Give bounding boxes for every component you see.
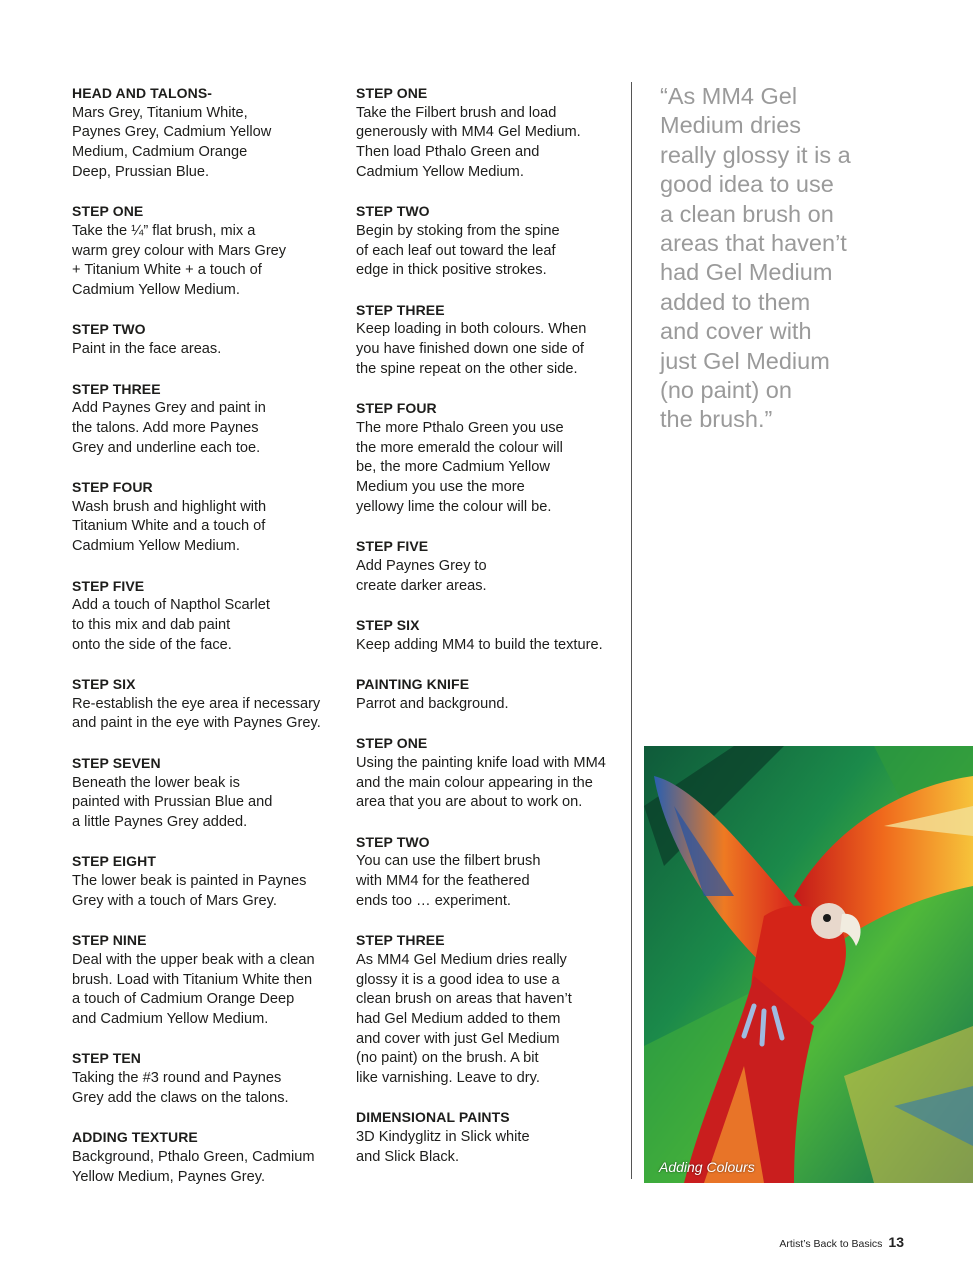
section-heading: STEP SEVEN: [72, 754, 161, 771]
section-heading: STEP FIVE: [356, 538, 429, 555]
publication-name: Artist’s Back to Basics: [779, 1238, 883, 1250]
section-text: Wash brush and highlight with Titanium White and a touch of Cadmium Yellow Medium.: [72, 498, 267, 555]
section-adding-texture: [72, 1128, 340, 1187]
section-text: Add Paynes Grey and paint in the talons. Add more Paynes Grey and underline each toe.: [72, 400, 266, 456]
pull-quote: “As MM4 Gel Medium dries really glossy it is a good idea to use a clean brush on areas that haven’t had Gel Medium added to them and cover with just Gel Medium (no paint) on the brush.”: [660, 83, 851, 433]
section-step-three: [72, 380, 340, 459]
section-step-ten: [72, 1049, 340, 1108]
section-heading: STEP FOUR: [356, 400, 437, 417]
page-footer: [779, 1234, 904, 1250]
section-heading: STEP EIGHT: [72, 853, 156, 870]
section-text: Using the painting knife load with MM4 and the main colour appearing in the area that you are about to work on.: [356, 754, 606, 811]
section-text: The more Pthalo Green you use the more emerald the colour will be, the more Cadmium Yellow Medium you use the more yellowy lime the colour will be.: [356, 419, 564, 515]
section-heading: STEP THREE: [72, 380, 161, 397]
section-text: Add Paynes Grey to create darker areas.: [356, 557, 487, 594]
page-number: 13: [888, 1234, 904, 1250]
section-dimensional-paints: [356, 1108, 624, 1167]
section-heading: STEP FOUR: [72, 479, 153, 495]
section-step-four: [72, 478, 340, 557]
section-heading: HEAD AND TALONS-: [72, 85, 213, 101]
section-text: Re-establish the eye area if necessary and paint in the eye with Paynes Grey.: [72, 695, 321, 732]
instructions-column-1: [72, 84, 340, 1207]
section-heading: STEP SIX: [72, 676, 136, 692]
section-text: You can use the filbert brush with MM4 for the feathered ends too … experiment.: [356, 853, 541, 909]
section-text: Mars Grey, Titanium White, Paynes Grey, Cadmium Yellow Medium, Cadmium Orange Deep, Prussian Blue.: [72, 104, 272, 180]
section-heading: STEP ONE: [72, 203, 144, 220]
section-heading: STEP ONE: [356, 735, 428, 752]
section-step-one: [356, 84, 624, 183]
section-text: Take the ¼” flat brush, mix a warm grey colour with Mars Grey + Titanium White + a touch of Cadmium Yellow Medium.: [72, 222, 287, 299]
section-text: Take the Filbert brush and load generously with MM4 Gel Medium. Then load Pthalo Green and Cadmium Yellow Medium.: [356, 104, 581, 180]
section-text: Keep loading in both colours. When you have finished down one side of the spine repeat on the other side.: [356, 321, 587, 377]
figure-caption: Adding Colours: [659, 1159, 755, 1175]
section-step-two: [356, 202, 624, 281]
section-heading: STEP FIVE: [72, 577, 145, 594]
parrot-painting-figure: [644, 746, 973, 1183]
section-heading: DIMENSIONAL PAINTS: [356, 1109, 510, 1126]
parrot-painting-icon: [644, 746, 973, 1183]
section-heading: ADDING TEXTURE: [72, 1129, 198, 1146]
column-divider: [631, 82, 632, 1179]
section-heading: STEP TWO: [72, 321, 146, 338]
section-heading: STEP THREE: [356, 301, 445, 318]
section-step-five: [356, 537, 624, 596]
section-step-two: [72, 320, 340, 359]
section-step-six: [72, 675, 340, 734]
section-painting-knife: [356, 675, 624, 714]
section-heading: STEP THREE: [356, 932, 445, 949]
section-text: Parrot and background.: [356, 695, 509, 712]
section-heading: STEP SIX: [356, 616, 420, 633]
instructions-column-2: [356, 84, 624, 1187]
section-text: Add a touch of Napthol Scarlet to this mix and dab paint onto the side of the face.: [72, 597, 270, 653]
section-text: Beneath the lower beak is painted with Prussian Blue and a little Paynes Grey added.: [72, 774, 273, 830]
section-knife-step-two: [356, 833, 624, 912]
section-text: Background, Pthalo Green, Cadmium Yellow Medium, Paynes Grey.: [72, 1148, 315, 1185]
section-heading: STEP ONE: [356, 85, 428, 101]
section-step-one: [72, 202, 340, 301]
section-heading: STEP TEN: [72, 1050, 142, 1067]
section-step-six: [356, 616, 624, 655]
section-text: Keep adding MM4 to build the texture.: [356, 636, 603, 653]
section-text: Deal with the upper beak with a clean brush. Load with Titanium White then a touch of Cadmium Orange Deep and Cadmium Yellow Medium.: [72, 951, 315, 1027]
section-text: Taking the #3 round and Paynes Grey add the claws on the talons.: [72, 1070, 289, 1106]
section-knife-step-three: [356, 931, 624, 1089]
section-step-nine: [72, 931, 340, 1030]
section-text: Begin by stoking from the spine of each leaf out toward the leaf edge in thick positive strokes.: [356, 222, 560, 279]
section-head-and-talons: [72, 84, 340, 183]
section-heading: STEP NINE: [72, 932, 147, 949]
section-knife-step-one: [356, 734, 624, 813]
section-heading: STEP TWO: [356, 203, 430, 220]
section-text: The lower beak is painted in Paynes Grey with a touch of Mars Grey.: [72, 873, 307, 909]
section-step-four: [356, 399, 624, 517]
section-text: As MM4 Gel Medium dries really glossy it is a good idea to use a clean brush on areas that haven’t had Gel Medium added to them and cover with just Gel Medium (no paint) on the brush. A bit like varnishing. Leave to dry.: [356, 951, 572, 1087]
section-heading: PAINTING KNIFE: [356, 676, 470, 692]
section-text: 3D Kindyglitz in Slick white and Slick Black.: [356, 1129, 530, 1165]
section-step-three: [356, 301, 624, 380]
section-step-seven: [72, 754, 340, 833]
section-step-five: [72, 577, 340, 656]
section-text: Paint in the face areas.: [72, 341, 222, 358]
section-step-eight: [72, 852, 340, 911]
section-heading: STEP TWO: [356, 833, 430, 850]
